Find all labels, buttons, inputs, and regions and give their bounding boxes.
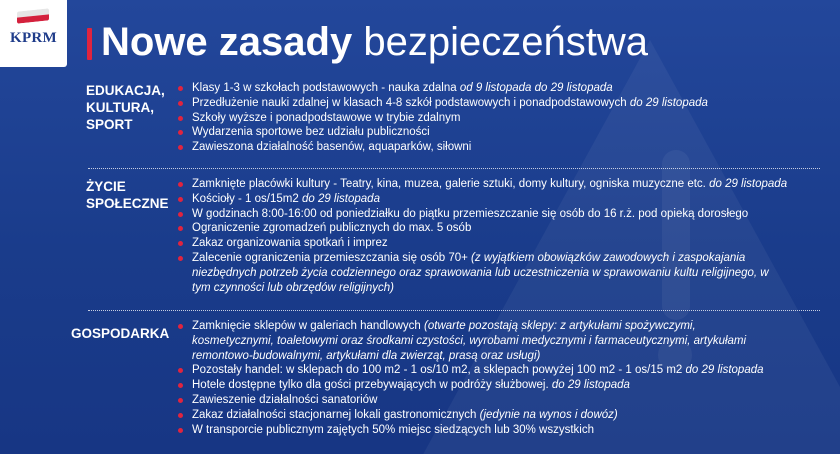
- social-list: [178, 177, 818, 295]
- list-item: W godzinach 8:00-16:00 od poniedziałku do piątku przemieszczanie się osób do 16 r.ż. pod opieką dorosłego: [178, 207, 818, 222]
- bullet-icon: [178, 398, 183, 403]
- title-light: bezpieczeństwa: [363, 20, 648, 64]
- bullet-icon: [178, 368, 183, 373]
- bullet-icon: [178, 145, 183, 150]
- list-item: Kościoły - 1 os/15m2 do 29 listopada: [178, 192, 818, 207]
- category-education: EDUKACJA, KULTURA, SPORT: [86, 83, 165, 132]
- category-social: ŻYCIE SPOŁECZNE: [86, 179, 169, 211]
- list-item: Zalecenie ograniczenia przemieszczania się osób 70+ (z wyjątkiem obowiązków zawodowych i zaspokajania niezbędnych potrzeb życia codziennego oraz sprawowania lub uczestniczenia w sprawowaniu kultu religijnego, w tym czynności lub obrzędów religijnych): [178, 251, 778, 295]
- kprm-logo: [0, 0, 67, 67]
- education-list: [178, 81, 818, 155]
- title-bold: Nowe zasady: [101, 20, 353, 64]
- list-item: Zamknięcie sklepów w galeriach handlowych (otwarte pozostają sklepy: z artykułami spożywczymi, kosmetycznymi, toaletowymi oraz środkami czystości, wyrobami medycznymi i farmaceutycznymi, artykułami remontowo-budowalnymi, artykułami dla zwierząt, prasą oraz usługi): [178, 319, 778, 363]
- polish-flag-icon: [17, 8, 49, 23]
- bullet-icon: [178, 182, 183, 187]
- bullet-icon: [178, 226, 183, 231]
- section-divider: [88, 310, 820, 311]
- list-item: Przedłużenie nauki zdalnej w klasach 4-8 szkół podstawowych i ponadpodstawowych do 29 listopada: [178, 96, 818, 111]
- list-item: Ograniczenie zgromadzeń publicznych do max. 5 osób: [178, 221, 818, 236]
- bullet-icon: [178, 101, 183, 106]
- bullet-icon: [178, 86, 183, 91]
- list-item: Hotele dostępne tylko dla gości przebywających w podróży służbowej. do 29 listopada: [178, 378, 818, 393]
- bullet-icon: [178, 256, 183, 261]
- bullet-icon: [178, 116, 183, 121]
- category-economy: GOSPODARKA: [71, 326, 170, 341]
- economy-list: [178, 319, 818, 437]
- bullet-icon: [178, 241, 183, 246]
- bullet-icon: [178, 428, 183, 433]
- list-item: Zamknięte placówki kultury - Teatry, kina, muzea, galerie sztuki, domy kultury, ogniska muzyczne etc. do 29 listopada: [178, 177, 818, 192]
- list-item: Wydarzenia sportowe bez udziału publiczności: [178, 125, 818, 140]
- section-divider: [88, 168, 820, 169]
- list-item: Zawieszona działalność basenów, aquaparków, siłowni: [178, 140, 818, 155]
- list-item: Szkoły wyższe i ponadpodstawowe w trybie zdalnym: [178, 111, 818, 126]
- list-item: Zawieszenie działalności sanatoriów: [178, 393, 818, 408]
- bullet-icon: [178, 212, 183, 217]
- page-title: [101, 18, 648, 66]
- list-item: Zakaz działalności stacjonarnej lokali gastronomicznych (jedynie na wynos i dowóz): [178, 408, 818, 423]
- list-item: Pozostały handel: w sklepach do 100 m2 - 1 os/10 m2, a sklepach powyżej 100 m2 - 1 os/15 m2 do 29 listopada: [178, 363, 818, 378]
- logo-text: KPRM: [9, 30, 58, 46]
- bullet-icon: [178, 130, 183, 135]
- bullet-icon: [178, 413, 183, 418]
- bullet-icon: [178, 383, 183, 388]
- list-item: Klasy 1-3 w szkołach podstawowych - nauka zdalna od 9 listopada do 29 listopada: [178, 81, 818, 96]
- title-accent-bar: [87, 28, 92, 60]
- bullet-icon: [178, 197, 183, 202]
- list-item: W transporcie publicznym zajętych 50% miejsc siedzących lub 30% wszystkich: [178, 423, 818, 438]
- list-item: Zakaz organizowania spotkań i imprez: [178, 236, 818, 251]
- bullet-icon: [178, 324, 183, 329]
